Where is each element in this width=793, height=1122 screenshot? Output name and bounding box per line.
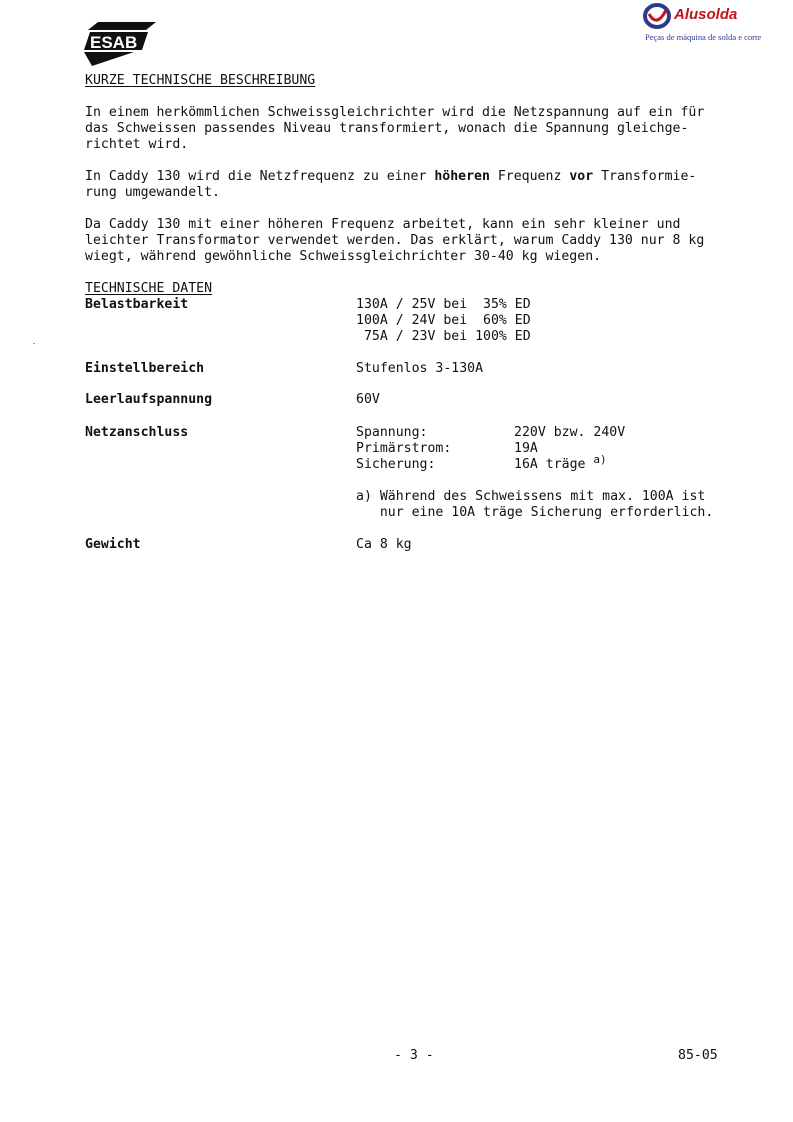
paragraph-line: wiegt, während gewöhnliche Schweissgleichrichter 30-40 kg wiegen. [85,249,602,264]
scan-speck [33,343,35,344]
label-spannung: Spannung: [356,425,428,440]
text-run: Transformie- [593,169,697,184]
value-primaerstrom: 19A [514,441,538,456]
emphasis-hoeheren: höheren [434,169,490,184]
label-netzanschluss: Netzanschluss [85,425,189,440]
paragraph-line: rung umgewandelt. [85,185,220,200]
value-belastbarkeit-line: 130A / 25V bei 35% ED [356,297,531,312]
value-belastbarkeit-line: 75A / 23V bei 100% ED [356,329,531,344]
text-run: In Caddy 130 wird die Netzfrequenz zu einer [85,169,435,184]
paragraph-line: leichter Transformator verwendet werden. Das erklärt, warum Caddy 130 nur 8 kg [85,233,705,248]
paragraph-line: das Schweissen passendes Niveau transformiert, wonach die Spannung gleichge- [85,121,689,136]
value-belastbarkeit-line: 100A / 24V bei 60% ED [356,313,531,328]
label-gewicht: Gewicht [85,537,141,552]
footnote-line: nur eine 10A träge Sicherung erforderlich. [356,505,714,520]
document-code: 85-05 [678,1048,718,1063]
section-heading-technische-daten: TECHNISCHE DATEN [85,281,213,296]
emphasis-vor: vor [569,169,594,184]
value-sicherung-text: 16A träge [514,457,586,472]
esab-logo-text: ESAB [90,33,138,52]
value-leerlaufspannung: 60V [356,392,380,407]
label-sicherung: Sicherung: [356,457,436,472]
text-run: Frequenz [489,169,570,184]
section-heading-beschreibung: KURZE TECHNISCHE BESCHREIBUNG [85,73,316,88]
paragraph-line [85,169,696,185]
label-primaerstrom: Primärstrom: [356,441,452,456]
footnote-marker: a) [593,453,607,466]
label-belastbarkeit: Belastbarkeit [85,297,189,312]
esab-logo [84,20,156,68]
paragraph-line: In einem herkömmlichen Schweissgleichrichter wird die Netzspannung auf ein für [85,105,705,120]
value-sicherung [514,453,607,473]
alusolda-brand-text: Alusolda [674,6,738,23]
paragraph-line: Da Caddy 130 mit einer höheren Frequenz arbeitet, kann ein sehr kleiner und [85,217,681,232]
value-spannung: 220V bzw. 240V [514,425,626,440]
page-number: - 3 - [394,1048,434,1063]
paragraph-line: richtet wird. [85,137,189,152]
value-gewicht: Ca 8 kg [356,537,412,552]
alusolda-tagline: Peças de máquina de solda e corte [645,32,762,42]
label-einstellbereich: Einstellbereich [85,361,205,376]
footnote-line: a) Während des Schweissens mit max. 100A ist [356,489,706,504]
value-einstellbereich: Stufenlos 3-130A [356,361,484,376]
label-leerlaufspannung: Leerlaufspannung [85,392,213,407]
